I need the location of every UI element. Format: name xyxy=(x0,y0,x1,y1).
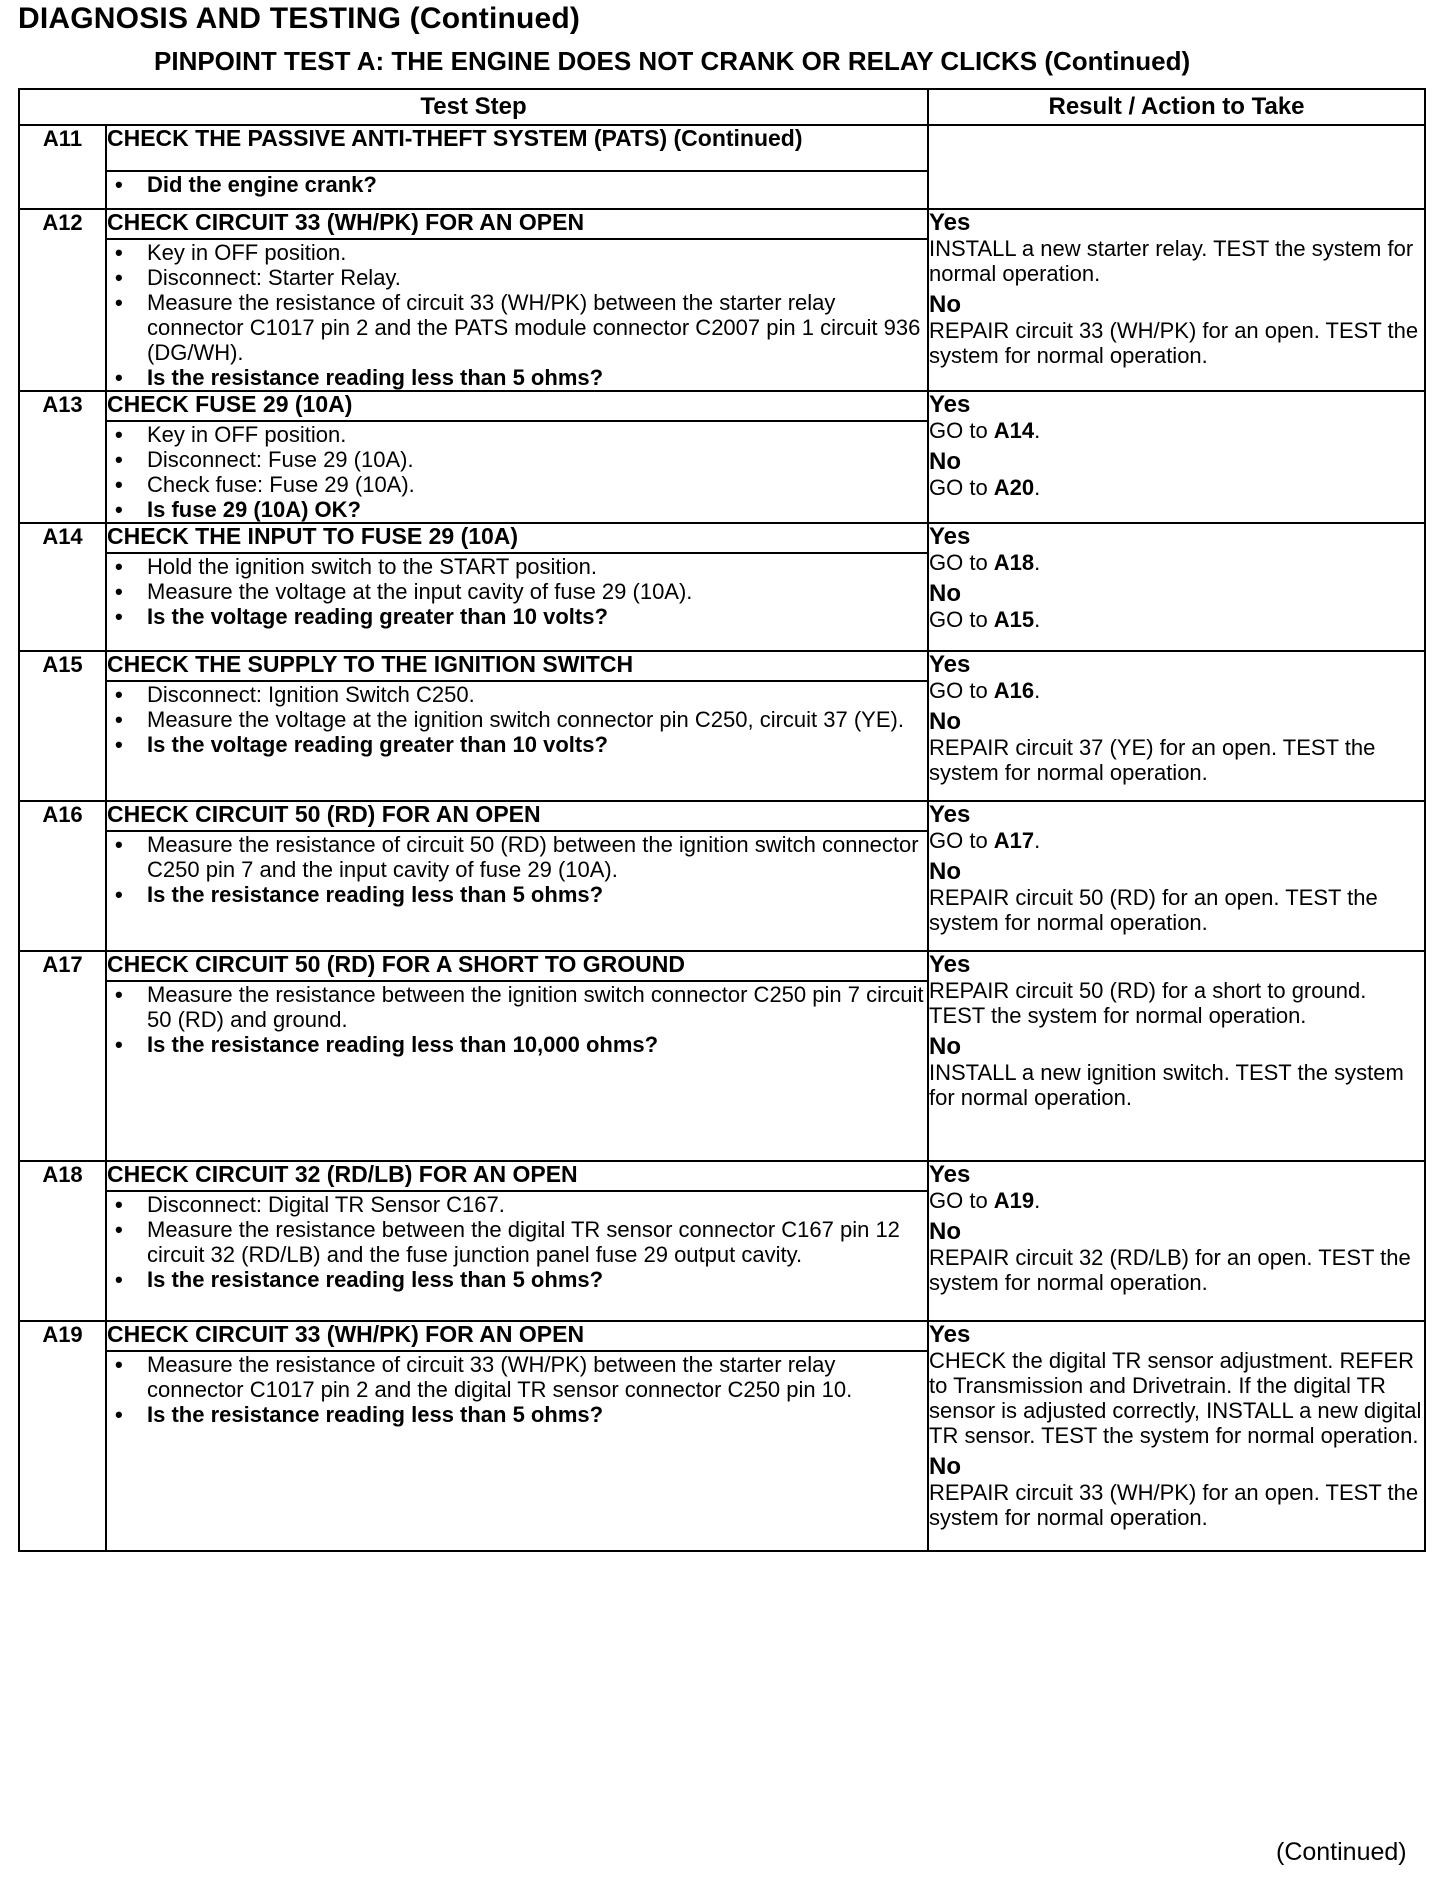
page-title: DIAGNOSIS AND TESTING (Continued) xyxy=(18,2,581,35)
instruction-list xyxy=(107,422,927,522)
step-title-row xyxy=(19,801,1425,831)
step-instruction: • Disconnect: Ignition Switch C250. xyxy=(107,682,927,707)
step-id: A11 xyxy=(19,125,106,209)
no-label: No xyxy=(929,291,961,318)
step-id: A18 xyxy=(19,1161,106,1321)
step-instruction: • Measure the resistance of circuit 33 (WH/PK) between the starter relay connector C1017 pin 2 and the digital TR sensor connector C250 pin 10. xyxy=(107,1352,927,1402)
step-instructions xyxy=(106,1351,928,1551)
step-instruction: • Key in OFF position. xyxy=(107,422,927,447)
result-content xyxy=(929,210,1424,368)
step-instructions xyxy=(106,831,928,951)
yes-step-ref: A17 xyxy=(993,828,1035,853)
no-label: No xyxy=(929,1218,961,1245)
yes-step-ref: A19 xyxy=(993,1188,1035,1213)
step-title: CHECK THE SUPPLY TO THE IGNITION SWITCH xyxy=(106,651,928,681)
step-id: A19 xyxy=(19,1321,106,1551)
step-title: CHECK FUSE 29 (10A) xyxy=(106,391,928,421)
step-id: A16 xyxy=(19,801,106,951)
step-id: A17 xyxy=(19,951,106,1161)
step-question: • Is the voltage reading greater than 10 volts? xyxy=(107,732,927,757)
step-instruction: • Hold the ignition switch to the START position. xyxy=(107,554,927,579)
step-id: A13 xyxy=(19,391,106,523)
step-instructions xyxy=(106,171,928,209)
step-instruction: • Measure the resistance between the digital TR sensor connector C167 pin 12 circuit 32 (RD/LB) and the fuse junction panel fuse 29 output cavity. xyxy=(107,1217,927,1267)
result-content xyxy=(929,952,1424,1110)
no-action: REPAIR circuit 33 (WH/PK) for an open. TEST the system for normal operation. xyxy=(929,1480,1419,1530)
step-instruction: • Measure the resistance between the ignition switch connector C250 pin 7 circuit 50 (RD) and ground. xyxy=(107,982,927,1032)
instruction-list xyxy=(107,982,927,1057)
result-content xyxy=(929,652,1424,785)
yes-step-ref: A14 xyxy=(993,418,1035,443)
no-action: GO to A20. xyxy=(929,475,1041,500)
instruction-list xyxy=(107,832,927,907)
step-instruction: • Measure the voltage at the ignition switch connector pin C250, circuit 37 (YE). xyxy=(107,707,927,732)
step-title-row xyxy=(19,391,1425,421)
table-header-row xyxy=(19,89,1425,125)
yes-label: Yes xyxy=(929,801,971,828)
step-instruction: • Disconnect: Fuse 29 (10A). xyxy=(107,447,927,472)
step-instruction: • Measure the resistance of circuit 33 (WH/PK) between the starter relay connector C1017 pin 2 and the PATS module connector C2007 pin 1 circuit 936 (DG/WH). xyxy=(107,290,927,365)
yes-action: GO to A19. xyxy=(929,1188,1041,1213)
step-result xyxy=(928,1321,1425,1551)
result-content xyxy=(929,802,1424,935)
instruction-list xyxy=(107,682,927,757)
continued-footer: (Continued) xyxy=(1276,1838,1407,1866)
step-title: CHECK THE PASSIVE ANTI-THEFT SYSTEM (PATS) (Continued) xyxy=(106,125,928,171)
result-content xyxy=(929,524,1424,632)
step-question: • Did the engine crank? xyxy=(107,172,927,197)
step-question: • Is the resistance reading less than 10,000 ohms? xyxy=(107,1032,927,1057)
column-header-result: Result / Action to Take xyxy=(928,89,1425,125)
result-content xyxy=(929,1322,1424,1530)
yes-step-ref: A16 xyxy=(993,678,1035,703)
step-title: CHECK CIRCUIT 32 (RD/LB) FOR AN OPEN xyxy=(106,1161,928,1191)
step-instruction: • Check fuse: Fuse 29 (10A). xyxy=(107,472,927,497)
step-title-row xyxy=(19,209,1425,239)
pinpoint-test-table xyxy=(18,88,1426,1552)
step-instructions xyxy=(106,681,928,801)
instruction-list xyxy=(107,172,927,197)
no-label: No xyxy=(929,580,961,607)
step-instruction: • Key in OFF position. xyxy=(107,240,927,265)
step-title-row xyxy=(19,651,1425,681)
yes-action: REPAIR circuit 50 (RD) for a short to ground. TEST the system for normal operation. xyxy=(929,978,1367,1028)
yes-action: GO to A17. xyxy=(929,828,1041,853)
no-action: REPAIR circuit 32 (RD/LB) for an open. TEST the system for normal operation. xyxy=(929,1245,1411,1295)
no-label: No xyxy=(929,1033,961,1060)
pinpoint-test-title: PINPOINT TEST A: THE ENGINE DOES NOT CRANK OR RELAY CLICKS (Continued) xyxy=(154,46,1191,76)
step-question: • Is the resistance reading less than 5 ohms? xyxy=(107,1267,927,1292)
no-action: REPAIR circuit 50 (RD) for an open. TEST the system for normal operation. xyxy=(929,885,1378,935)
step-title-row xyxy=(19,125,1425,171)
no-step-ref: A20 xyxy=(993,475,1035,500)
instruction-list xyxy=(107,1192,927,1292)
yes-action: GO to A14. xyxy=(929,418,1041,443)
instruction-list xyxy=(107,240,927,390)
result-content xyxy=(929,392,1424,500)
no-action: REPAIR circuit 33 (WH/PK) for an open. TEST the system for normal operation. xyxy=(929,318,1419,368)
step-title-row xyxy=(19,523,1425,553)
yes-label: Yes xyxy=(929,523,971,550)
no-label: No xyxy=(929,448,961,475)
yes-label: Yes xyxy=(929,391,971,418)
step-question: • Is the resistance reading less than 5 ohms? xyxy=(107,365,927,390)
step-result xyxy=(928,1161,1425,1321)
step-instruction: • Disconnect: Digital TR Sensor C167. xyxy=(107,1192,927,1217)
step-title: CHECK THE INPUT TO FUSE 29 (10A) xyxy=(106,523,928,553)
yes-label: Yes xyxy=(929,209,971,236)
yes-action: CHECK the digital TR sensor adjustment. REFER to Transmission and Drivetrain. If the digital TR sensor is adjusted correctly, INSTALL a new digital TR sensor. TEST the system for normal operation. xyxy=(929,1348,1422,1448)
step-title-row xyxy=(19,1161,1425,1191)
step-title-row xyxy=(19,1321,1425,1351)
yes-step-ref: A18 xyxy=(993,550,1035,575)
step-result xyxy=(928,125,1425,209)
yes-label: Yes xyxy=(929,951,971,978)
no-label: No xyxy=(929,858,961,885)
step-instructions xyxy=(106,553,928,651)
step-result xyxy=(928,209,1425,391)
step-title-row xyxy=(19,951,1425,981)
yes-action: INSTALL a new starter relay. TEST the system for normal operation. xyxy=(929,236,1414,286)
step-instructions xyxy=(106,981,928,1161)
no-label: No xyxy=(929,708,961,735)
step-question: • Is the resistance reading less than 5 ohms? xyxy=(107,882,927,907)
step-instruction: • Measure the voltage at the input cavity of fuse 29 (10A). xyxy=(107,579,927,604)
no-action: GO to A15. xyxy=(929,607,1041,632)
step-id: A14 xyxy=(19,523,106,651)
yes-label: Yes xyxy=(929,1321,971,1348)
step-instruction: • Measure the resistance of circuit 50 (RD) between the ignition switch connector C250 pin 7 and the input cavity of fuse 29 (10A). xyxy=(107,832,927,882)
no-step-ref: A15 xyxy=(993,607,1035,632)
step-question: • Is the voltage reading greater than 10 volts? xyxy=(107,604,927,629)
step-title: CHECK CIRCUIT 33 (WH/PK) FOR AN OPEN xyxy=(106,209,928,239)
step-instructions xyxy=(106,1191,928,1321)
yes-action: GO to A16. xyxy=(929,678,1041,703)
column-header-test-step: Test Step xyxy=(19,89,928,125)
step-title: CHECK CIRCUIT 50 (RD) FOR AN OPEN xyxy=(106,801,928,831)
step-result xyxy=(928,523,1425,651)
step-question: • Is fuse 29 (10A) OK? xyxy=(107,497,927,522)
result-content xyxy=(929,1162,1424,1295)
step-result xyxy=(928,951,1425,1161)
step-title: CHECK CIRCUIT 33 (WH/PK) FOR AN OPEN xyxy=(106,1321,928,1351)
instruction-list xyxy=(107,1352,927,1427)
step-instructions xyxy=(106,239,928,391)
step-id: A15 xyxy=(19,651,106,801)
no-action: REPAIR circuit 37 (YE) for an open. TEST the system for normal operation. xyxy=(929,735,1376,785)
step-instruction: • Disconnect: Starter Relay. xyxy=(107,265,927,290)
step-instructions xyxy=(106,421,928,523)
step-result xyxy=(928,651,1425,801)
yes-action: GO to A18. xyxy=(929,550,1041,575)
step-id: A12 xyxy=(19,209,106,391)
step-title: CHECK CIRCUIT 50 (RD) FOR A SHORT TO GROUND xyxy=(106,951,928,981)
no-action: INSTALL a new ignition switch. TEST the system for normal operation. xyxy=(929,1060,1404,1110)
yes-label: Yes xyxy=(929,651,971,678)
result-content xyxy=(929,126,1424,132)
step-question: • Is the resistance reading less than 5 ohms? xyxy=(107,1402,927,1427)
instruction-list xyxy=(107,554,927,629)
step-result xyxy=(928,391,1425,523)
test-steps-body xyxy=(19,125,1425,1551)
yes-label: Yes xyxy=(929,1161,971,1188)
step-result xyxy=(928,801,1425,951)
no-label: No xyxy=(929,1453,961,1480)
